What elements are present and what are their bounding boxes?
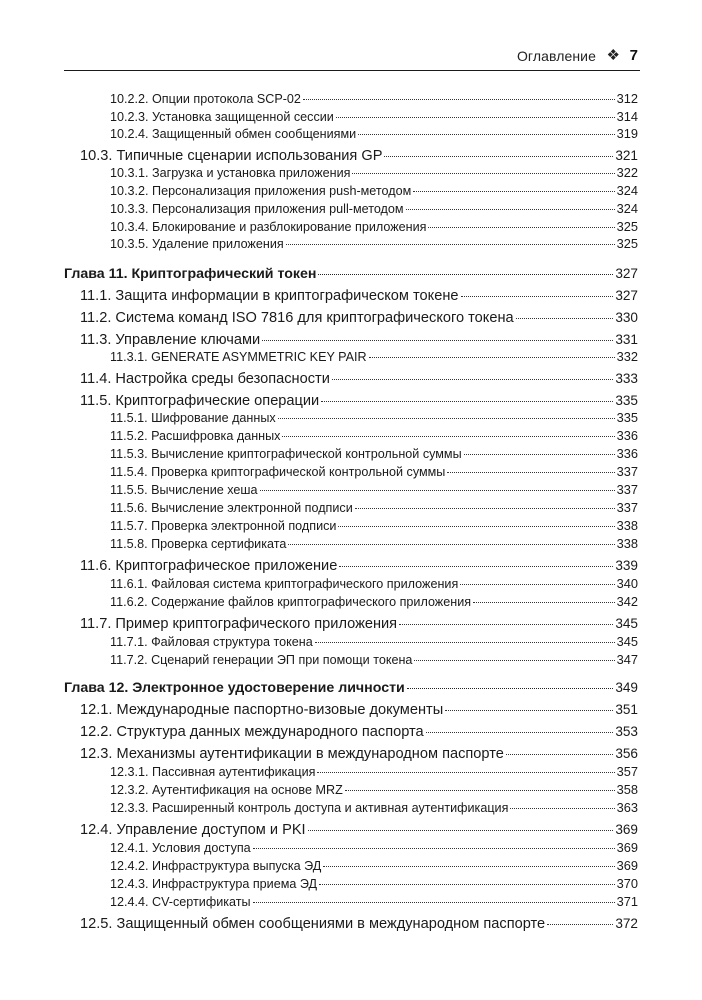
dot-leader [308,830,614,831]
dot-leader [426,732,614,733]
toc-entry-page: 356 [615,746,638,761]
toc-entry-label: 11.7.2. Сценарий генерации ЭП при помощи токена [110,653,413,667]
dot-leader [332,379,613,380]
toc-entry-label: 12.4. Управление доступом и PKI [80,822,306,838]
dot-leader [278,418,615,419]
dot-leader [384,156,613,157]
toc-entry-label: 11.5.7. Проверка электронной подписи [110,519,337,533]
dot-leader [407,688,614,689]
toc-entry-page: 370 [616,876,638,891]
toc-entry-page: 333 [615,371,638,386]
toc-subsection-entry[interactable] [110,594,638,612]
toc-subsection-entry[interactable] [110,764,638,782]
toc-entry-page: 319 [616,126,638,141]
toc-entry-label: 11.1. Защита информации в криптографическом токене [80,288,459,304]
toc-section-entry[interactable] [80,702,638,723]
toc-subsection-entry[interactable] [110,894,638,912]
dot-leader [345,790,615,791]
toc-entry-label: 10.2.2. Опции протокола SCP-02 [110,92,301,106]
toc-entry-label: Глава 11. Криптографический токен [64,266,317,282]
toc-entry-label: 12.3.3. Расширенный контроль доступа и активная аутентификация [110,801,509,815]
toc-section-entry[interactable] [80,724,638,745]
toc-entry-label: 10.3. Типичные сценарии использования GP [80,148,383,164]
toc-entry-label: 11.6. Криптографическое приложение [80,558,338,574]
dot-leader [303,99,615,100]
toc-entry-label: 12.4.3. Инфраструктура приема ЭД [110,877,318,891]
ornament-icon: ❖ [606,47,620,64]
toc-entry-label: 10.3.3. Персонализация приложения pull-методом [110,202,404,216]
toc-entry-label: Глава 12. Электронное удостоверение личности [64,680,405,696]
running-header-title: Оглавление [516,48,596,64]
toc-entry-page: 314 [616,109,638,124]
toc-entry-label: 12.4.2. Инфраструктура выпуска ЭД [110,859,322,873]
toc-subsection-entry[interactable] [110,518,638,536]
toc-entry-page: 337 [616,482,638,497]
dot-leader [317,772,614,773]
toc-entry-page: 353 [615,724,638,739]
dot-leader [260,490,615,491]
toc-entry-label: 12.4.1. Условия доступа [110,841,251,855]
toc-subsection-entry[interactable] [110,236,638,254]
toc-entry-page: 325 [616,236,638,251]
toc-entry-label: 12.3.2. Аутентификация на основе MRZ [110,783,343,797]
toc-entry-page: 312 [616,91,638,106]
toc-entry-label: 11.7.1. Файловая структура токена [110,635,313,649]
toc-entry-label: 11.5.5. Вычисление хеша [110,483,258,497]
toc-entry-page: 369 [615,822,638,837]
toc-entry-label: 10.3.5. Удаление приложения [110,237,284,251]
toc-subsection-entry[interactable] [110,201,638,219]
toc-subsection-entry[interactable] [110,464,638,482]
toc-entry-page: 357 [616,764,638,779]
dot-leader [339,566,613,567]
toc-entry-page: 327 [615,266,638,281]
toc-entry-page: 325 [616,219,638,234]
toc-entry-label: 11.5. Криптографические операции [80,393,320,409]
toc-entry-page: 372 [615,916,638,931]
toc-chapter-entry[interactable] [64,680,638,701]
dot-leader [414,660,614,661]
toc-subsection-entry[interactable] [110,840,638,858]
dot-leader [428,227,614,228]
toc-entry-page: 339 [615,558,638,573]
dot-leader [253,902,615,903]
toc-entry-page: 337 [616,500,638,515]
toc-entry-label: 10.3.2. Персонализация приложения push-методом [110,184,412,198]
dot-leader [510,808,614,809]
dot-leader [323,866,614,867]
dot-leader [262,340,613,341]
toc-subsection-entry[interactable] [110,500,638,518]
toc-subsection-entry[interactable] [110,482,638,500]
toc-entry-page: 345 [616,634,638,649]
toc-entry-page: 332 [616,349,638,364]
toc-entry-page: 336 [616,428,638,443]
toc-subsection-entry[interactable] [110,109,638,127]
toc-entry-label: 10.3.4. Блокирование и разблокирование приложения [110,220,427,234]
toc-entry-page: 324 [616,201,638,216]
toc-subsection-entry[interactable] [110,858,638,876]
toc-entry-page: 371 [616,894,638,909]
toc-entry-label: 12.3. Механизмы аутентификации в международном паспорте [80,746,504,762]
dot-leader [506,754,613,755]
toc-subsection-entry[interactable] [110,576,638,594]
toc-entry-label: 12.3.1. Пассивная аутентификация [110,765,316,779]
dot-leader [447,472,614,473]
toc-subsection-entry[interactable] [110,165,638,183]
dot-leader [355,508,615,509]
dot-leader [318,274,613,275]
toc-subsection-entry[interactable] [110,126,638,144]
toc-entry-page: 347 [616,652,638,667]
toc-entry-label: 12.2. Структура данных международного паспорта [80,724,424,740]
toc-entry-label: 11.2. Система команд ISO 7816 для криптографического токена [80,310,514,326]
toc-entry-label: 11.6.2. Содержание файлов криптографического приложения [110,595,472,609]
dot-leader [445,710,613,711]
dot-leader [253,848,615,849]
toc-entry-label: 11.5.6. Вычисление электронной подписи [110,501,353,515]
dot-leader [547,924,613,925]
running-header [64,46,640,71]
toc-subsection-entry[interactable] [110,782,638,800]
toc-chapter-entry[interactable] [64,266,638,287]
toc-entry-label: 12.4.4. CV-сертификаты [110,895,251,909]
toc-entry-page: 335 [616,410,638,425]
dot-leader [516,318,614,319]
toc-entry-label: 11.5.4. Проверка криптографической контрольной суммы [110,465,446,479]
dot-leader [338,526,614,527]
dot-leader [399,624,613,625]
toc-entry-page: 369 [616,840,638,855]
dot-leader [413,191,614,192]
toc-subsection-entry[interactable] [110,410,638,428]
toc-entry-page: 330 [615,310,638,325]
toc-subsection-entry[interactable] [110,428,638,446]
toc-entry-label: 12.5. Защищенный обмен сообщениями в международном паспорте [80,916,546,932]
toc-section-entry[interactable] [80,310,638,331]
toc-subsection-entry[interactable] [110,91,638,109]
toc-entry-page: 342 [616,594,638,609]
toc-subsection-entry[interactable] [110,349,638,367]
dot-leader [288,544,614,545]
toc-subsection-entry[interactable] [110,183,638,201]
toc-entry-label: 11.5.2. Расшифровка данных [110,429,281,443]
toc-entry-label: 11.3.1. GENERATE ASYMMETRIC KEY PAIR [110,350,367,364]
toc-subsection-entry[interactable] [110,446,638,464]
toc-entry-page: 369 [616,858,638,873]
dot-leader [352,173,614,174]
dot-leader [461,296,614,297]
toc-entry-label: 11.4. Настройка среды безопасности [80,371,330,387]
dot-leader [460,584,614,585]
toc-entry-label: 12.1. Международные паспортно-визовые документы [80,702,444,718]
dot-leader [464,454,615,455]
toc-section-entry[interactable] [80,288,638,309]
toc-entry-label: 11.3. Управление ключами [80,332,261,348]
dot-leader [286,244,615,245]
toc-subsection-entry[interactable] [110,652,638,670]
toc-entry-page: 349 [615,680,638,695]
dot-leader [315,642,615,643]
toc-entry-page: 340 [616,576,638,591]
dot-leader [319,884,615,885]
toc-entry-label: 10.2.4. Защищенный обмен сообщениями [110,127,357,141]
dot-leader [282,436,614,437]
toc-entry-page: 322 [616,165,638,180]
toc-entry-page: 331 [615,332,638,347]
toc-entry-page: 337 [616,464,638,479]
toc-entry-label: 11.5.1. Шифрование данных [110,411,276,425]
toc-section-entry[interactable] [80,916,638,937]
toc-subsection-entry[interactable] [110,634,638,652]
toc-entry-page: 324 [616,183,638,198]
toc-entry-label: 11.7. Пример криптографического приложения [80,616,398,632]
dot-leader [321,401,613,402]
toc-entry-page: 336 [616,446,638,461]
toc-entry-page: 338 [616,518,638,533]
toc-entry-page: 363 [616,800,638,815]
dot-leader [406,209,615,210]
toc-entry-label: 10.2.3. Установка защищенной сессии [110,110,334,124]
toc-subsection-entry[interactable] [110,219,638,237]
toc-section-entry[interactable] [80,371,638,392]
dot-leader [358,134,614,135]
toc-entry-label: 11.5.3. Вычисление криптографической контрольной суммы [110,447,462,461]
toc-entry-label: 11.5.8. Проверка сертификата [110,537,287,551]
toc-entry-page: 351 [615,702,638,717]
toc-subsection-entry[interactable] [110,876,638,894]
toc-entry-page: 338 [616,536,638,551]
page-number: 7 [629,47,638,64]
dot-leader [336,117,615,118]
toc-subsection-entry[interactable] [110,536,638,554]
toc-entry-label: 10.3.1. Загрузка и установка приложения [110,166,351,180]
toc-subsection-entry[interactable] [110,800,638,818]
toc-entry-page: 327 [615,288,638,303]
dot-leader [473,602,615,603]
toc-entry-label: 11.6.1. Файловая система криптографического приложения [110,577,459,591]
toc-entry-page: 335 [615,393,638,408]
dot-leader [369,357,615,358]
toc-entry-page: 358 [616,782,638,797]
toc-entry-page: 345 [615,616,638,631]
toc-entry-page: 321 [615,148,638,163]
